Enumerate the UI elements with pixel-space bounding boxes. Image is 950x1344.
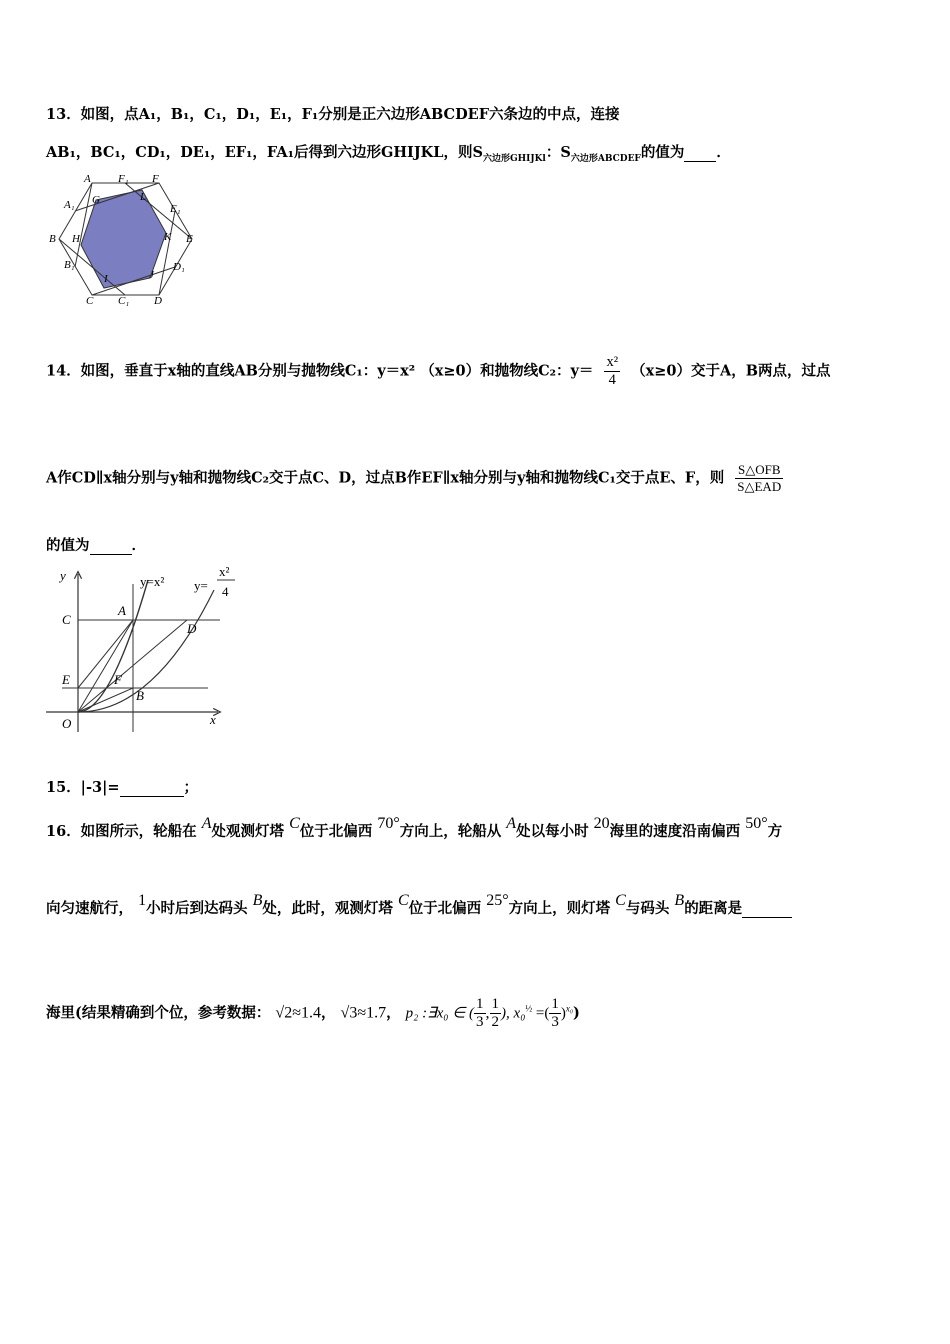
q13-number: 13	[46, 106, 67, 123]
q13-sub2: 六边形ABCDEF	[570, 153, 641, 164]
q16-sqrt2: √2	[275, 1004, 293, 1022]
label-C1: C₁	[118, 295, 130, 307]
q16-t1c: 位于北偏西	[299, 823, 373, 840]
q16-t1a: ．如图所示，轮船在	[66, 823, 197, 840]
label-D1: D₁	[173, 261, 185, 273]
q13-end: ．	[716, 144, 731, 161]
q16-one: 1	[138, 892, 147, 909]
q13-text2: AB₁，BC₁，CD₁，DE₁，EF₁，FA₁后得到六边形GHIJKL，则S	[46, 144, 483, 161]
q16-f2n: 1	[491, 996, 500, 1012]
q16-t3a: 海里(结果精确到个位，参考数据：	[46, 1004, 271, 1022]
label-I: I	[104, 273, 108, 285]
q13-sub1: 六边形GHIJKl	[482, 153, 546, 164]
label-B1: B₁	[64, 259, 75, 271]
label-A: A	[84, 173, 91, 185]
q15-text: ．|-3|=	[66, 779, 120, 796]
graph-C: C	[62, 612, 71, 627]
q16-answer-blank	[742, 900, 792, 918]
q16-p2b: ), x₀	[501, 1005, 526, 1022]
q16-frac1	[474, 996, 486, 1031]
q16-t1b: 处观测灯塔	[211, 823, 285, 840]
label-C: C	[86, 295, 94, 307]
q16-line1	[46, 815, 783, 841]
q16-f2d: 2	[491, 1014, 500, 1030]
graph-y: y	[60, 568, 66, 583]
q13-tail: 的值为	[640, 144, 685, 161]
graph-O: O	[62, 716, 72, 731]
q16-t1g: 方	[767, 823, 783, 840]
graph-E: E	[62, 672, 70, 687]
label-G: G	[92, 194, 100, 206]
q15-line	[46, 776, 198, 797]
q16-A-2: A	[506, 815, 517, 832]
label-F1: F₁	[118, 173, 129, 185]
q13-colon: ：S	[545, 144, 571, 161]
q16-sep2: ，	[386, 1004, 401, 1022]
q13-text1: ．如图，点A₁，B₁，C₁，D₁，E₁，F₁分别是正六边形ABCDEF六条边的中点，连接	[66, 106, 620, 123]
label-E: E	[186, 233, 193, 245]
graph-D: D	[187, 621, 197, 636]
q16-comma: ,	[485, 1004, 490, 1022]
q14-text1b: （x≥0）交于A，B两点，过点	[631, 362, 831, 380]
q14-frac-num: x²	[606, 354, 619, 370]
q16-sqrt3: √3	[340, 1004, 358, 1022]
q16-A-1: A	[201, 815, 212, 832]
label-B: B	[49, 233, 56, 245]
label-E1: E₁	[170, 203, 181, 215]
q15-answer-blank	[120, 779, 184, 797]
q16-t1d: 方向上，轮船从	[399, 823, 502, 840]
q16-frac2	[490, 996, 502, 1031]
q16-sep: ，	[320, 1004, 336, 1022]
q16-t1f: 海里的速度沿南偏西	[609, 823, 741, 840]
q14-fraction	[604, 354, 620, 389]
graph-c2-label: y=	[194, 578, 208, 593]
label-L: L	[140, 191, 147, 203]
label-J: J	[149, 269, 154, 281]
q16-approx2: ≈1.7	[357, 1004, 387, 1022]
q16-exp2: x₀	[565, 1003, 574, 1014]
q16-f1n: 1	[476, 996, 484, 1012]
q16-C-2: C	[397, 892, 409, 909]
q16-deg50: 50°	[745, 815, 768, 832]
label-F: F	[152, 173, 159, 185]
q16-number: 16	[46, 823, 67, 840]
graph-c2-den: 4	[222, 584, 229, 599]
q14-ratio-num: S△OFB	[735, 462, 783, 479]
q14-answer-blank	[90, 537, 132, 555]
q16-line2	[46, 892, 792, 918]
q16-deg25: 25°	[486, 892, 509, 909]
q15-number: 15	[46, 779, 67, 796]
q16-n20: 20	[593, 815, 610, 832]
q16-t2g: 的距离是	[684, 900, 743, 917]
q14-ratio-den: S△EAD	[737, 479, 782, 494]
q16-t1e: 处以每小时	[516, 823, 589, 840]
q16-t2d: 位于北偏西	[408, 900, 482, 917]
parabola-c2	[78, 590, 214, 712]
graph-c2-num: x²	[219, 564, 230, 579]
q16-f1d: 3	[476, 1014, 484, 1030]
q16-p2: p₂ :∃x₀ ∈ (	[405, 1005, 475, 1022]
q16-frac3	[549, 996, 561, 1031]
q16-B-2: B	[674, 892, 685, 909]
q16-eq: =(	[532, 1005, 550, 1022]
q16-approx1: ≈1.4	[292, 1004, 321, 1022]
label-K: K	[164, 231, 172, 243]
q14-end: ．	[131, 537, 146, 554]
label-H: H	[72, 233, 80, 245]
q14-parabola-graph	[44, 560, 244, 735]
q14-frac-den: 4	[608, 372, 616, 388]
q14-number: 14	[46, 362, 67, 380]
graph-A: A	[118, 603, 126, 618]
graph-F: F	[114, 672, 122, 687]
q16-exp: ½	[525, 1003, 533, 1014]
q16-t2b: 小时后到达码头	[146, 900, 248, 917]
graph-c1-label: y=x²	[140, 574, 165, 589]
q16-B-1: B	[252, 892, 263, 909]
q14-text3: 的值为	[46, 537, 90, 554]
q14-line1	[46, 354, 831, 389]
q14-text1a: ．如图，垂直于x轴的直线AB分别与抛物线C₁：y＝x² （x≥0）和抛物线C₂：y＝	[66, 362, 594, 380]
q14-text2: A作CD∥x轴分别与y轴和抛物线C₂交于点C、D，过点B作EF∥x轴分别与y轴和抛物线C₁交于点E、F，则	[46, 469, 725, 487]
q16-f3d: 3	[551, 1014, 559, 1030]
q16-t2f: 与码头	[625, 900, 670, 917]
q14-line2	[46, 462, 783, 495]
q14-ratio	[735, 462, 783, 495]
q16-t2a: 向匀速航行，	[46, 900, 133, 917]
q16-C-1: C	[289, 815, 300, 832]
q16-C-3: C	[615, 892, 626, 909]
q16-t3-end: )	[573, 1004, 580, 1022]
q15-end: ；	[183, 779, 198, 796]
q16-line3	[46, 996, 580, 1031]
graph-B: B	[136, 688, 144, 703]
q16-deg70: 70°	[377, 815, 400, 832]
q16-t2c: 处，此时，观测灯塔	[262, 900, 393, 917]
q14-line3	[46, 534, 146, 555]
q16-p2c: )	[560, 1005, 566, 1022]
label-A1: A₁	[64, 199, 75, 211]
q13-line2	[46, 141, 731, 164]
q13-line1	[46, 103, 620, 124]
graph-x: x	[210, 712, 216, 727]
q16-t2e: 方向上，则灯塔	[508, 900, 611, 917]
q16-f3n: 1	[551, 996, 559, 1012]
label-D: D	[154, 295, 162, 307]
q13-answer-blank	[684, 144, 716, 162]
q13-hexagon-figure	[44, 172, 204, 307]
